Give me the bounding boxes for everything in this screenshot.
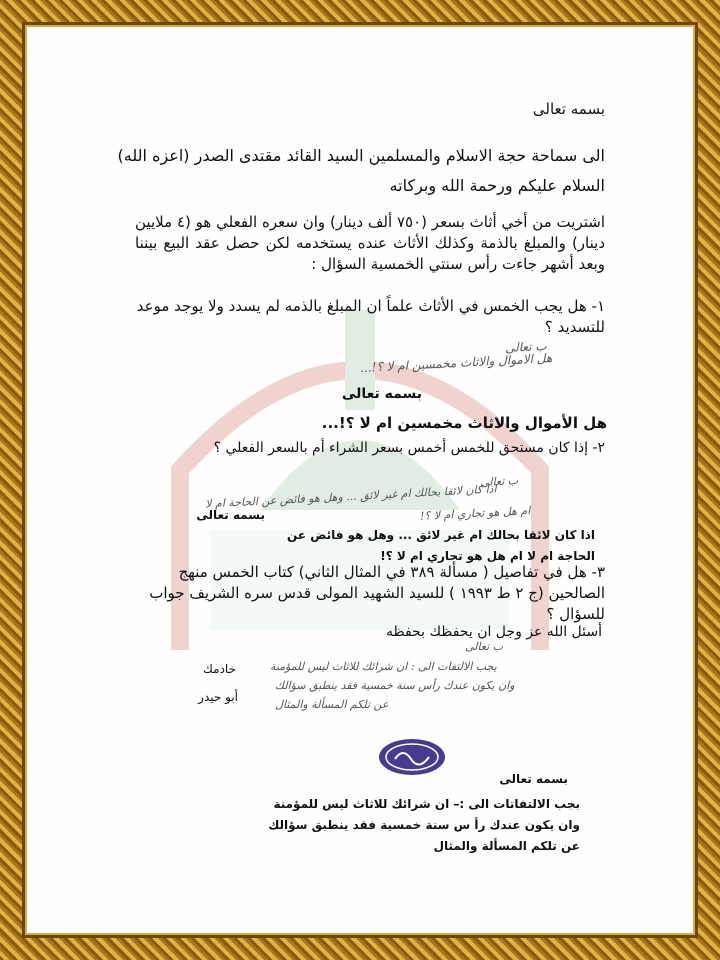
answer-3-line1: بجب الالتفاتات الى :– ان شرائك للاثاث ليس للمؤمنة xyxy=(273,797,580,811)
answer-2-title: بسمه تعالى xyxy=(196,508,265,522)
answer-2-line1: اذا كان لائقا بحالك ام غير لائق ... وهل هو فائض عن xyxy=(287,528,595,542)
basmala: بسمه تعالى xyxy=(532,100,605,118)
closing-servant: خادمك xyxy=(203,662,236,676)
answer-3-line2: وان يكون عندك رأ س سنة خمسية فقد ينطبق سؤالك xyxy=(268,818,580,832)
handwritten-answer-3-title: ب تعالى xyxy=(465,640,504,653)
address-line: الى سماحة حجة الاسلام والمسلمين السيد القائد مقتدى الصدر (اعزه الله) xyxy=(117,146,605,165)
handwritten-answer-3-line1: يجب الالتفات الى : ان شرائك للاثاث ليس للمؤمنة xyxy=(270,660,497,673)
answer-3-line3: عن تلكم المسألة والمثال xyxy=(433,839,580,853)
handwritten-answer-1: هل الاموال والاثاث مخمسين ام لا ؟!... xyxy=(359,350,553,376)
prayer-line: أسئل الله عز وجل ان يحفظك بحفظه xyxy=(385,624,602,640)
question-2: ٢- إذا كان مستحق للخمس أخمس بسعر الشراء أم بالسعر الفعلي ؟ xyxy=(213,440,605,456)
greeting-line: السلام عليكم ورحمة الله وبركاته xyxy=(389,176,605,195)
handwritten-answer-2-line1: اذا كان لائقا بحالك ام غير لائق ... وهل هو فائض عن الحاجة ام لا xyxy=(204,482,497,511)
handwritten-answer-2-title: ب تعالى xyxy=(479,474,519,489)
answer-1: هل الأموال والاثاث مخمسين ام لا ؟!... xyxy=(321,414,607,432)
handwritten-answer-3-line2: وان يكون عندك رأس سنة خمسية فقد ينطبق سؤالك xyxy=(275,679,515,692)
handwritten-answer-2-line2: ام هل هو تجاري ام لا ؟! xyxy=(419,504,531,523)
answer-1-title: بسمه تعالى xyxy=(341,386,422,402)
office-seal xyxy=(377,737,447,777)
answer-3-title: بسمه تعالى xyxy=(499,772,568,786)
answer-2-line2: الحاجة ام لا ام هل هو تجاري ام لا ؟! xyxy=(380,549,595,563)
question-1: ١- هل يجب الخمس في الأثاث علماً ان المبلغ بالذمه لم يسدد ولا يوجد موعد للتسديد ؟ xyxy=(136,297,605,336)
intro-paragraph: اشتريت من أخي أثاث بسعر (٧٥٠ ألف دينار) وان سعره الفعلي هو (٤ ملايين دينار) والمبلغ بالذمة وكذلك الأثاث عنده يستخدمه لكن حصل عقد البيع بيننا وبعد أشهر جاءت رأس سنتي الخمسية السؤال : xyxy=(135,213,606,273)
handwritten-answer-3-line3: عن تلكم المسألة والمثال xyxy=(275,698,389,711)
question-3: ٣- هل في تفاصيل ( مسألة ٣٨٩ في المثال الثاني) كتاب الخمس منهج الصالحين (ج ٢ ط ١٩٩٣ ) للسيد الشهيد المولى قدس سره الشريف جواب للسؤال ؟ xyxy=(149,563,605,623)
signature-name: أبو حيدر xyxy=(198,690,238,704)
handwritten-answer-1-title: ب تعالى xyxy=(504,338,547,356)
answer-3 xyxy=(268,794,580,857)
